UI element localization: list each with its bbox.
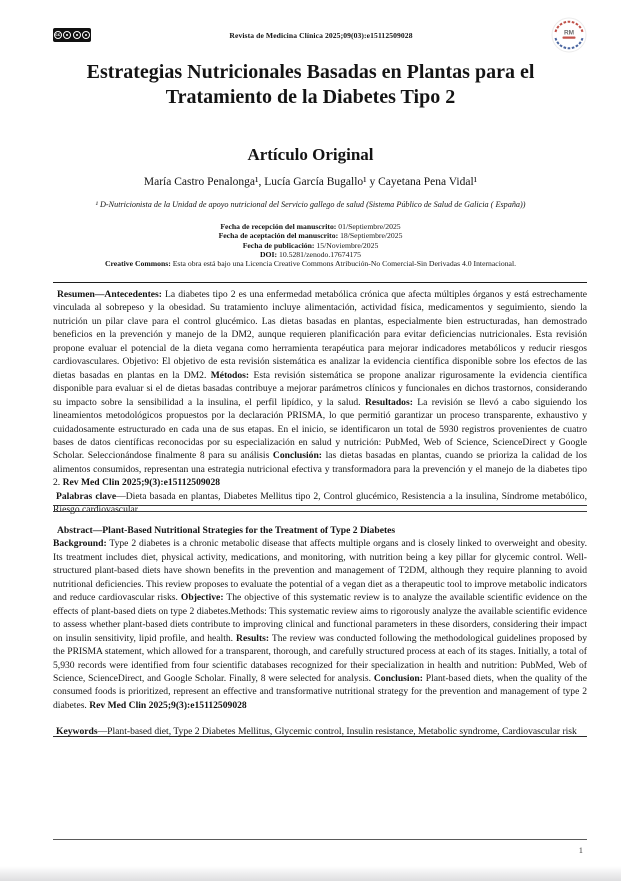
cc-by-icon xyxy=(63,31,71,39)
affiliation-line: ¹ D-Nutricionista de la Unidad de apoyo nutricional del Servicio gallego de salud (Sistema Público de Salud de Galicia ( España)) xyxy=(95,200,526,209)
footer-rule xyxy=(53,839,587,840)
journal-citation-header: Revista de Medicina Clínica 2025;09(03):e15112509028 xyxy=(229,30,413,40)
authors-line: María Castro Penalonga¹, Lucía García Bugallo¹ y Cayetana Pena Vidal¹ xyxy=(143,176,478,188)
meta-value: 18/Septiembre/2025 xyxy=(338,231,403,241)
meta-label: Fecha de recepción del manuscrito: xyxy=(220,222,337,231)
section-divider-double-rule xyxy=(53,505,587,512)
journal-logo-seal-icon xyxy=(551,17,587,53)
keywords-line: Keywords—Plant-based diet, Type 2 Diabetes Mellitus, Glycemic control, Insulin resistance, Metabolic syndrome, Cardiovascular risk xyxy=(56,725,577,737)
meta-label: DOI: xyxy=(259,249,278,259)
meta-label: Fecha de publicación: xyxy=(242,240,315,250)
doi-value: 10.5281/zenodo.17674175 xyxy=(277,249,361,259)
page-number: 1 xyxy=(578,845,583,855)
cc-icon: cc xyxy=(54,31,62,39)
resumen-text: Resumen—Antecedentes: La diabetes tipo 2 es una enfermedad metabólica crónica que afecta múltiples órganos y está estrechamente vinculada al sobrepeso y la obesidad. Su tratamiento incluye alimentación, actividad física, medicamentos y seguimiento, siendo la nutrición un pilar clave para el control glucémico. Las dietas basadas en plantas, especialmente bien estructuradas, han demostrado beneficios en la prevención y manejo de la DM2, aunque requieren planificación para evitar deficiencias nutricionales. Esta revisión propone evaluar el potencial de la dieta vegana como herramienta terapéutica para mejorar indicadores metabólicos y reducir riesgos cardiovasculares. Objetivo: El objetivo de esta revisión sistemática es analizar la evidencia científica disponible sobre los efectos de las dietas basadas en plantas en la DM2. Métodos: Esta revisión sistemática se propone analizar rigurosamente la evidencia científica disponible para evaluar si el de dietas basadas contribuye a mejorar parámetros clínicos y funcionales en dichos trastornos, considerando su impacto sobre la sensibilidad a la insulina, el perfil lipídico, y la salud. Resultados: La revisión se llevó a cabo siguiendo los lineamientos metodológicos propuestos por la declaración PRISMA, lo que permitió garantizar un proceso transparente, exhaustivo y cuidadosamente estructurado en cada una de sus etapas. En el inicio, se identificaron un total de 5930 registros provenientes de cuatro bases de datos científicas reconocidas por su especialización en salud y nutrición: PubMed, Web of Science, ScienceDirect y Google Scholar. Seleccionándose finalmente 8 para su análisis Conclusión: las dietas basadas en plantas, cuando se prioriza la calidad de los alimentos consumidos, representan una estrategia nutricional efectiva y transformadora para la prevención y el manejo de la diabetes tipo 2. Rev Med Clin 2025;9(3):e15112509028 xyxy=(53,289,588,489)
publication-date-line xyxy=(30,241,591,250)
abstract-title: Abstract—Plant-Based Nutritional Strategies for the Treatment of Type 2 Diabetes xyxy=(57,525,396,536)
cc-nc-icon xyxy=(73,31,81,39)
license-line xyxy=(30,259,591,268)
acceptance-date-line xyxy=(30,231,591,240)
page-title-line2: Tratamiento de la Diabetes Tipo 2 xyxy=(165,86,456,108)
page-header xyxy=(53,16,587,54)
meta-value: 01/Septiembre/2025 xyxy=(336,222,401,231)
manuscript-metadata xyxy=(30,222,591,268)
article-type-label: Artículo Original xyxy=(247,145,374,164)
page-bottom-edge-shadow xyxy=(0,866,621,881)
cc-nd-icon xyxy=(82,31,90,39)
svg-text:RM: RM xyxy=(563,29,575,37)
abstract-section xyxy=(53,524,587,738)
meta-value: Esta obra está bajo una Licencia Creative Commons Atribución-No Comercial-Sin Derivadas 4.0 Internacional. xyxy=(170,259,517,269)
meta-value: 15/Noviembre/2025 xyxy=(314,240,379,250)
doi-line xyxy=(30,250,591,259)
resumen-section xyxy=(53,288,587,517)
abstract-bottom-rule xyxy=(53,736,587,737)
meta-label: Creative Commons: xyxy=(104,259,171,269)
top-divider-rule xyxy=(53,282,587,283)
creative-commons-license-icon xyxy=(53,28,91,42)
reception-date-line xyxy=(30,222,591,231)
meta-label: Fecha de aceptación del manuscrito: xyxy=(218,231,339,241)
page-title-line1: Estrategias Nutricionales Basadas en Plantas para el xyxy=(86,61,535,83)
abstract-text: Background: Type 2 diabetes is a chronic metabolic disease that affects multiple organs and is closely linked to overweight and obesity. Its treatment includes diet, physical activity, medications, and monitoring, with nutrition being a key pillar for glycemic control. Well-structured plant-based diets have shown benefits in the prevention and management of T2DM, although they require planning to avoid nutritional deficiencies. This review proposes to evaluate the potential of a vegan diet as a therapeutic tool to improve metabolic indicators and reduce cardiovascular risks. Objective: The objective of this systematic review is to analyze the available scientific evidence on the effects of plant-based diets on type 2 diabetes.Methods: This systematic review aims to rigorously analyze the available scientific evidence to assess whether plant-based diets contribute to improving clinical and functional parameters in these disorders, considering their impact on insulin sensitivity, lipid profile, and health. Results: The review was conducted following the methodological guidelines proposed by the PRISMA statement, which allowed for a transparent, thorough, and carefully structured process at each of its stages. Initially, a total of 5,930 records were identified from four scientific databases recognized for their specialization in health and nutrition: PubMed, Web of Science, ScienceDirect, and Google Scholar. Finally, 8 were selected for analysis. Conclusion: Plant-based diets, when the quality of the consumed foods is prioritized, represent an effective and transformative nutritional strategy for the prevention and management of type 2 diabetes. Rev Med Clin 2025;9(3):e15112509028 xyxy=(53,538,587,711)
page-title xyxy=(0,60,621,110)
palabras-clave-line: Palabras clave—Dieta basada en plantas, Diabetes Mellitus tipo 2, Control glucémico, Resistencia a la insulina, Síndrome metabólico, Riesgo cardiovascular xyxy=(53,490,587,516)
